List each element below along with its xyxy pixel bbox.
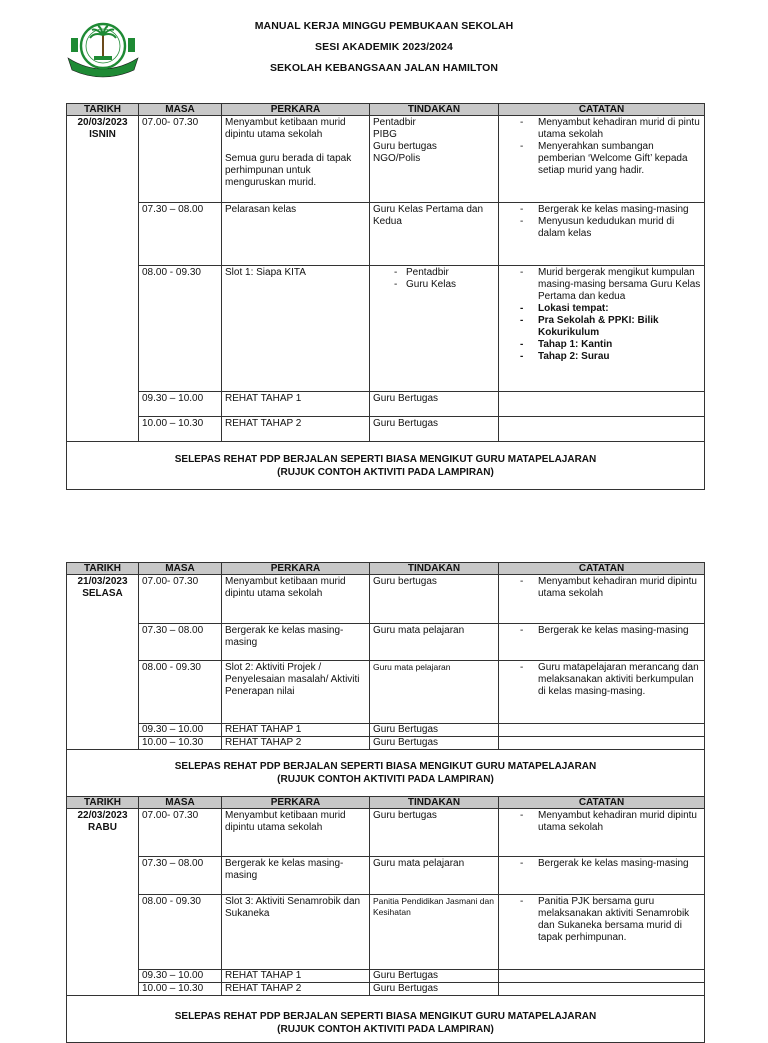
perkara-cell: Bergerak ke kelas masing-masing bbox=[222, 624, 370, 661]
col-tarikh: TARIKH bbox=[67, 104, 139, 116]
tindakan-cell: Guru mata pelajaran bbox=[370, 624, 499, 661]
note-line: SELEPAS REHAT PDP BERJALAN SEPERTI BIASA MENGIKUT GURU MATAPELAJARAN bbox=[174, 761, 597, 772]
time-cell: 08.00 - 09.30 bbox=[139, 266, 222, 392]
time-cell: 09.30 – 10.00 bbox=[139, 970, 222, 983]
catatan-cell bbox=[499, 895, 705, 970]
time-cell: 10.00 – 10.30 bbox=[139, 983, 222, 996]
catatan-item: - Bergerak ke kelas masing-masing bbox=[502, 858, 701, 870]
col-catatan: CATATAN bbox=[499, 104, 705, 116]
perkara-cell: REHAT TAHAP 2 bbox=[222, 737, 370, 750]
tindakan-cell: Guru Bertugas bbox=[370, 737, 499, 750]
tindakan-cell: Guru Bertugas bbox=[370, 724, 499, 737]
catatan-cell bbox=[499, 724, 705, 737]
catatan-item: - Menyambut kehadiran murid dipintu utama sekolah bbox=[502, 576, 701, 600]
tindakan-cell: Guru Bertugas bbox=[370, 392, 499, 417]
catatan-item: - Pra Sekolah & PPKI: Bilik Kokurikulum bbox=[502, 315, 701, 339]
table-row bbox=[67, 724, 705, 737]
time-cell: 07.30 – 08.00 bbox=[139, 624, 222, 661]
perkara-cell: Slot 1: Siapa KITA bbox=[222, 266, 370, 392]
col-perkara: PERKARA bbox=[222, 797, 370, 809]
weekday: ISNIN bbox=[89, 129, 116, 140]
catatan-item: - Tahap 1: Kantin bbox=[502, 339, 701, 351]
tindakan-cell: Guru Bertugas bbox=[370, 983, 499, 996]
catatan-cell bbox=[499, 575, 705, 624]
document-title: MANUAL KERJA MINGGU PEMBUKAAN SEKOLAH bbox=[254, 20, 514, 32]
col-perkara: PERKARA bbox=[222, 104, 370, 116]
table-row bbox=[67, 203, 705, 266]
catatan-cell bbox=[499, 983, 705, 996]
table-row bbox=[67, 809, 705, 857]
note-line: (RUJUK CONTOH AKTIVITI PADA LAMPIRAN) bbox=[277, 466, 494, 478]
tindakan-cell: Guru Kelas Pertama dan Kedua bbox=[370, 203, 499, 266]
tindakan-cell bbox=[370, 266, 499, 392]
tindakan-item: - Pentadbir bbox=[373, 267, 495, 279]
col-tindakan: TINDAKAN bbox=[370, 104, 499, 116]
col-tindakan: TINDAKAN bbox=[370, 797, 499, 809]
perkara-cell: Slot 3: Aktiviti Senamrobik dan Sukaneka bbox=[222, 895, 370, 970]
school-name: SEKOLAH KEBANGSAAN JALAN HAMILTON bbox=[269, 62, 499, 74]
schedule-table-selasa-rabu bbox=[66, 562, 705, 1043]
tindakan-item: PIBG bbox=[373, 129, 397, 140]
perkara-cell: REHAT TAHAP 2 bbox=[222, 983, 370, 996]
catatan-cell bbox=[499, 392, 705, 417]
tindakan-cell bbox=[370, 116, 499, 203]
note-cell bbox=[67, 750, 705, 797]
col-tarikh: TARIKH bbox=[67, 563, 139, 575]
time-cell: 07.00- 07.30 bbox=[139, 575, 222, 624]
catatan-item: - Lokasi tempat: bbox=[502, 303, 701, 315]
col-perkara: PERKARA bbox=[222, 563, 370, 575]
catatan-cell bbox=[499, 266, 705, 392]
perkara-cell: REHAT TAHAP 1 bbox=[222, 392, 370, 417]
note-line: (RUJUK CONTOH AKTIVITI PADA LAMPIRAN) bbox=[277, 1024, 494, 1035]
note-line: SELEPAS REHAT PDP BERJALAN SEPERTI BIASA MENGIKUT GURU MATAPELAJARAN bbox=[174, 453, 597, 465]
catatan-item: - Menyambut kehadiran murid dipintu utama sekolah bbox=[502, 810, 701, 834]
table-row bbox=[67, 417, 705, 442]
col-catatan: CATATAN bbox=[499, 797, 705, 809]
header-row bbox=[67, 797, 705, 809]
catatan-item: - Menyusun kedudukan murid di dalam kelas bbox=[502, 216, 701, 240]
time-cell: 10.00 – 10.30 bbox=[139, 417, 222, 442]
date: 20/03/2023 bbox=[77, 117, 128, 128]
date: 21/03/2023 bbox=[77, 576, 128, 587]
perkara-cell: Menyambut ketibaan murid dipintu utama sekolah bbox=[222, 809, 370, 857]
catatan-cell bbox=[499, 970, 705, 983]
perkara-text: Menyambut ketibaan murid dipintu utama sekolah bbox=[225, 117, 346, 140]
perkara-cell: REHAT TAHAP 2 bbox=[222, 417, 370, 442]
table-row bbox=[67, 661, 705, 724]
note-row bbox=[67, 750, 705, 797]
catatan-cell bbox=[499, 661, 705, 724]
catatan-item: - Menyambut kehadiran murid di pintu utama sekolah bbox=[502, 117, 701, 141]
perkara-cell: Pelarasan kelas bbox=[222, 203, 370, 266]
table-row bbox=[67, 575, 705, 624]
tindakan-cell: Guru mata pelajaran bbox=[370, 857, 499, 895]
perkara-cell: Menyambut ketibaan murid dipintu utama sekolah bbox=[222, 575, 370, 624]
catatan-item: - Tahap 2: Surau bbox=[502, 351, 701, 363]
time-cell: 07.30 – 08.00 bbox=[139, 857, 222, 895]
note-cell bbox=[67, 996, 705, 1043]
perkara-cell: REHAT TAHAP 1 bbox=[222, 724, 370, 737]
catatan-cell bbox=[499, 203, 705, 266]
time-cell: 10.00 – 10.30 bbox=[139, 737, 222, 750]
catatan-cell bbox=[499, 417, 705, 442]
perkara-cell: REHAT TAHAP 1 bbox=[222, 970, 370, 983]
time-cell: 09.30 – 10.00 bbox=[139, 392, 222, 417]
table-row bbox=[67, 266, 705, 392]
time-cell: 07.30 – 08.00 bbox=[139, 203, 222, 266]
catatan-item: - Menyerahkan sumbangan pemberian ‘Welcome Gift’ kepada setiap murid yang hadir. bbox=[502, 141, 701, 177]
catatan-item: - Bergerak ke kelas masing-masing bbox=[502, 625, 701, 637]
col-catatan: CATATAN bbox=[499, 563, 705, 575]
tindakan-item: - Guru Kelas bbox=[373, 279, 495, 291]
weekday: RABU bbox=[88, 822, 117, 833]
tindakan-item: Pentadbir bbox=[373, 117, 416, 128]
time-cell: 08.00 - 09.30 bbox=[139, 661, 222, 724]
catatan-item: - Panitia PJK bersama guru melaksanakan aktiviti Senamrobik dan Sukaneka bersama murid di tapak perhimpunan. bbox=[502, 896, 701, 944]
col-masa: MASA bbox=[139, 797, 222, 809]
table-row bbox=[67, 737, 705, 750]
weekday: SELASA bbox=[82, 588, 123, 599]
date-cell bbox=[67, 809, 139, 996]
note-line: (RUJUK CONTOH AKTIVITI PADA LAMPIRAN) bbox=[277, 774, 494, 785]
perkara-cell: Bergerak ke kelas masing-masing bbox=[222, 857, 370, 895]
catatan-cell bbox=[499, 857, 705, 895]
tindakan-cell: Guru Bertugas bbox=[370, 970, 499, 983]
catatan-cell bbox=[499, 809, 705, 857]
catatan-item: - Bergerak ke kelas masing-masing bbox=[502, 204, 701, 216]
session-label: SESI AKADEMIK 2023/2024 bbox=[315, 41, 453, 53]
tindakan-cell: Guru Bertugas bbox=[370, 417, 499, 442]
schedule-table-isnin bbox=[66, 103, 705, 490]
table-row bbox=[67, 857, 705, 895]
table-row bbox=[67, 624, 705, 661]
tindakan-item: NGO/Polis bbox=[373, 153, 421, 164]
header-row bbox=[67, 563, 705, 575]
catatan-item: - Murid bergerak mengikut kumpulan masing-masing bersama Guru Kelas Pertama dan kedua bbox=[502, 267, 701, 303]
note-cell bbox=[67, 442, 705, 490]
time-cell: 08.00 - 09.30 bbox=[139, 895, 222, 970]
table-row bbox=[67, 116, 705, 203]
note-row bbox=[67, 996, 705, 1043]
time-cell: 07.00- 07.30 bbox=[139, 809, 222, 857]
date-cell bbox=[67, 116, 139, 442]
table-row bbox=[67, 983, 705, 996]
catatan-cell bbox=[499, 737, 705, 750]
tindakan-cell: Guru bertugas bbox=[370, 809, 499, 857]
tindakan-cell: Guru bertugas bbox=[370, 575, 499, 624]
table-row bbox=[67, 970, 705, 983]
col-tarikh: TARIKH bbox=[67, 797, 139, 809]
col-tindakan: TINDAKAN bbox=[370, 563, 499, 575]
note-line: SELEPAS REHAT PDP BERJALAN SEPERTI BIASA MENGIKUT GURU MATAPELAJARAN bbox=[174, 1011, 597, 1022]
catatan-cell bbox=[499, 624, 705, 661]
col-masa: MASA bbox=[139, 104, 222, 116]
tindakan-cell: Guru mata pelajaran bbox=[370, 661, 499, 724]
perkara-cell: Slot 2: Aktiviti Projek / Penyelesaian masalah/ Aktiviti Penerapan nilai bbox=[222, 661, 370, 724]
table-row bbox=[67, 392, 705, 417]
catatan-cell bbox=[499, 116, 705, 203]
time-cell: 07.00- 07.30 bbox=[139, 116, 222, 203]
col-masa: MASA bbox=[139, 563, 222, 575]
catatan-item: - Guru matapelajaran merancang dan melaksanakan aktiviti berkumpulan di kelas masing-masing. bbox=[502, 662, 701, 698]
perkara-cell bbox=[222, 116, 370, 203]
time-cell: 09.30 – 10.00 bbox=[139, 724, 222, 737]
tindakan-cell: Panitia Pendidikan Jasmani dan Kesihatan bbox=[370, 895, 499, 970]
note-row bbox=[67, 442, 705, 490]
tindakan-item: Guru bertugas bbox=[373, 141, 437, 152]
perkara-text: Semua guru berada di tapak perhimpunan untuk menguruskan murid. bbox=[225, 153, 352, 188]
date: 22/03/2023 bbox=[77, 810, 128, 821]
date-cell bbox=[67, 575, 139, 750]
header-row bbox=[67, 104, 705, 116]
table-row bbox=[67, 895, 705, 970]
